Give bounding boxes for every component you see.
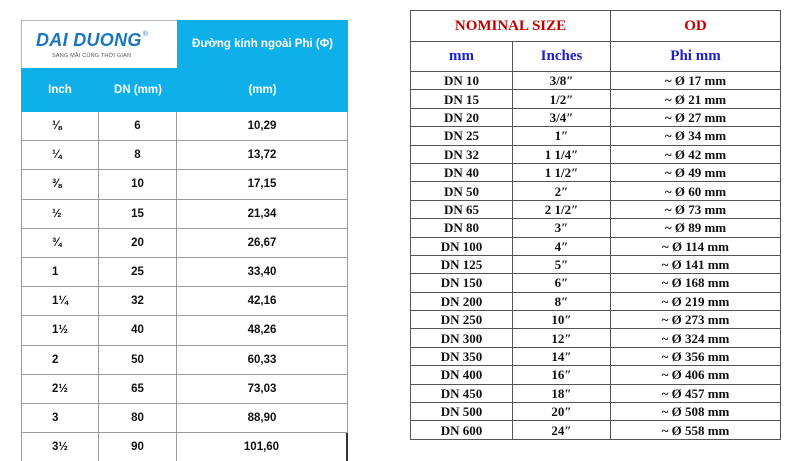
left-table-column-headers — [21, 68, 348, 112]
table-row — [411, 90, 781, 108]
od-header: OD — [611, 11, 781, 42]
table-row — [411, 108, 781, 126]
table-row — [21, 141, 348, 170]
cell-od: ~ Ø 508 mm — [611, 403, 781, 421]
cell-inch: ⅜ — [21, 170, 99, 198]
table-row — [411, 237, 781, 255]
cell-inch: 1 — [21, 258, 99, 286]
cell-mm: 26,67 — [177, 229, 348, 257]
cell-dn: DN 400 — [411, 366, 513, 384]
cell-dn: DN 350 — [411, 347, 513, 365]
cell-od: ~ Ø 60 mm — [611, 182, 781, 200]
cell-dn: DN 50 — [411, 182, 513, 200]
table-row — [21, 200, 348, 229]
cell-od: ~ Ø 558 mm — [611, 421, 781, 439]
cell-dn: 32 — [99, 287, 177, 315]
cell-od: ~ Ø 27 mm — [611, 108, 781, 126]
cell-dn: DN 32 — [411, 145, 513, 163]
right-table-body — [411, 72, 781, 440]
cell-dn: 6 — [99, 112, 177, 140]
cell-od: ~ Ø 324 mm — [611, 329, 781, 347]
cell-dn: 8 — [99, 141, 177, 169]
table-row — [411, 219, 781, 237]
cell-mm: 42,16 — [177, 287, 348, 315]
table-row — [21, 404, 348, 433]
cell-dn: DN 15 — [411, 90, 513, 108]
cell-inch: 2½ — [21, 375, 99, 403]
cell-mm: 13,72 — [177, 141, 348, 169]
cell-inch: 1¼ — [21, 287, 99, 315]
cell-inches: 4″ — [513, 237, 611, 255]
registered-mark: ® — [142, 31, 148, 38]
cell-dn: 65 — [99, 375, 177, 403]
table-row — [21, 433, 348, 461]
table-row — [411, 329, 781, 347]
cell-od: ~ Ø 73 mm — [611, 200, 781, 218]
cell-inches: 6″ — [513, 274, 611, 292]
cell-inch: 3½ — [21, 433, 99, 461]
cell-dn: DN 150 — [411, 274, 513, 292]
cell-inch: ½ — [21, 200, 99, 228]
cell-inches: 1 1/2″ — [513, 163, 611, 181]
cell-dn: DN 25 — [411, 127, 513, 145]
cell-dn: 50 — [99, 346, 177, 374]
cell-dn: DN 450 — [411, 384, 513, 402]
cell-mm: 21,34 — [177, 200, 348, 228]
cell-dn: DN 100 — [411, 237, 513, 255]
cell-dn: DN 250 — [411, 311, 513, 329]
cell-mm: 33,40 — [177, 258, 348, 286]
dai-duong-size-table — [21, 20, 348, 461]
cell-inches: 12″ — [513, 329, 611, 347]
cell-dn: DN 125 — [411, 255, 513, 273]
cell-inch: 3 — [21, 404, 99, 432]
cell-dn: 10 — [99, 170, 177, 198]
table-row — [411, 384, 781, 402]
right-table-header-top — [411, 11, 781, 42]
cell-od: ~ Ø 141 mm — [611, 255, 781, 273]
cell-dn: 80 — [99, 404, 177, 432]
left-table-body — [21, 112, 348, 461]
col-header-dn: DN (mm) — [114, 84, 162, 96]
table-row — [411, 421, 781, 439]
table-row — [411, 274, 781, 292]
table-row — [411, 255, 781, 273]
cell-od: ~ Ø 219 mm — [611, 292, 781, 310]
cell-dn: 40 — [99, 316, 177, 344]
cell-dn: DN 10 — [411, 72, 513, 90]
cell-inches: 14″ — [513, 347, 611, 365]
cell-dn: 90 — [99, 433, 177, 461]
cell-dn: DN 80 — [411, 219, 513, 237]
col-header-mm: mm — [411, 42, 513, 72]
cell-od: ~ Ø 273 mm — [611, 311, 781, 329]
cell-dn: DN 20 — [411, 108, 513, 126]
outer-diameter-title: Đường kính ngoài Phi (Φ) — [177, 20, 348, 68]
cell-od: ~ Ø 49 mm — [611, 163, 781, 181]
cell-inches: 1″ — [513, 127, 611, 145]
cell-dn: DN 600 — [411, 421, 513, 439]
cell-od: ~ Ø 406 mm — [611, 366, 781, 384]
col-header-phi-mm: Phi mm — [611, 42, 781, 72]
cell-dn: DN 300 — [411, 329, 513, 347]
left-table-header-top — [21, 20, 348, 68]
cell-inches: 2 1/2″ — [513, 200, 611, 218]
cell-mm: 48,26 — [177, 316, 348, 344]
cell-dn: DN 65 — [411, 200, 513, 218]
col-header-inch: Inch — [48, 84, 72, 96]
cell-inches: 5″ — [513, 255, 611, 273]
table-row — [411, 366, 781, 384]
table-row — [411, 347, 781, 365]
table-row — [21, 112, 348, 141]
cell-od: ~ Ø 356 mm — [611, 347, 781, 365]
cell-dn: DN 40 — [411, 163, 513, 181]
col-header-inches: Inches — [513, 42, 611, 72]
table-row — [21, 170, 348, 199]
cell-inches: 8″ — [513, 292, 611, 310]
table-row — [21, 287, 348, 316]
cell-inches: 20″ — [513, 403, 611, 421]
cell-inches: 3/8″ — [513, 72, 611, 90]
table-row — [411, 72, 781, 90]
cell-dn: 15 — [99, 200, 177, 228]
cell-mm: 17,15 — [177, 170, 348, 198]
table-row — [411, 145, 781, 163]
table-row — [411, 403, 781, 421]
cell-dn: DN 200 — [411, 292, 513, 310]
brand-slogan: SÁNG MÃI CÙNG THỜI GIAN — [52, 53, 132, 59]
cell-inch: 2 — [21, 346, 99, 374]
nominal-size-header: NOMINAL SIZE — [411, 11, 611, 42]
cell-od: ~ Ø 89 mm — [611, 219, 781, 237]
table-row — [411, 311, 781, 329]
table-row — [411, 200, 781, 218]
cell-od: ~ Ø 114 mm — [611, 237, 781, 255]
cell-inches: 2″ — [513, 182, 611, 200]
cell-mm: 10,29 — [177, 112, 348, 140]
brand-logo — [21, 20, 177, 68]
right-table-column-headers — [411, 42, 781, 72]
cell-inches: 18″ — [513, 384, 611, 402]
cell-inches: 1/2″ — [513, 90, 611, 108]
cell-od: ~ Ø 168 mm — [611, 274, 781, 292]
cell-inch: 1½ — [21, 316, 99, 344]
cell-inches: 3″ — [513, 219, 611, 237]
cell-inches: 10″ — [513, 311, 611, 329]
cell-mm: 88,90 — [177, 404, 348, 432]
cell-inches: 1 1/4″ — [513, 145, 611, 163]
cell-inches: 24″ — [513, 421, 611, 439]
table-row — [21, 346, 348, 375]
nominal-size-table — [410, 10, 781, 440]
cell-od: ~ Ø 457 mm — [611, 384, 781, 402]
brand-name: DAI DUONG — [36, 30, 142, 50]
table-row — [21, 229, 348, 258]
cell-inch: ¾ — [21, 229, 99, 257]
cell-inch: ⅛ — [21, 112, 99, 140]
table-row — [21, 375, 348, 404]
cell-dn: 20 — [99, 229, 177, 257]
cell-inches: 16″ — [513, 366, 611, 384]
cell-dn: 25 — [99, 258, 177, 286]
table-row — [411, 163, 781, 181]
table-row — [411, 292, 781, 310]
table-row — [411, 127, 781, 145]
cell-inches: 3/4″ — [513, 108, 611, 126]
cell-dn: DN 500 — [411, 403, 513, 421]
cell-mm: 101,60 — [177, 433, 348, 461]
cell-od: ~ Ø 34 mm — [611, 127, 781, 145]
table-row — [21, 258, 348, 287]
cell-inch: ¼ — [21, 141, 99, 169]
cell-od: ~ Ø 17 mm — [611, 72, 781, 90]
cell-mm: 73,03 — [177, 375, 348, 403]
table-row — [411, 182, 781, 200]
col-header-mm: (mm) — [248, 84, 277, 96]
table-row — [21, 316, 348, 345]
cell-od: ~ Ø 21 mm — [611, 90, 781, 108]
cell-mm: 60,33 — [177, 346, 348, 374]
cell-od: ~ Ø 42 mm — [611, 145, 781, 163]
